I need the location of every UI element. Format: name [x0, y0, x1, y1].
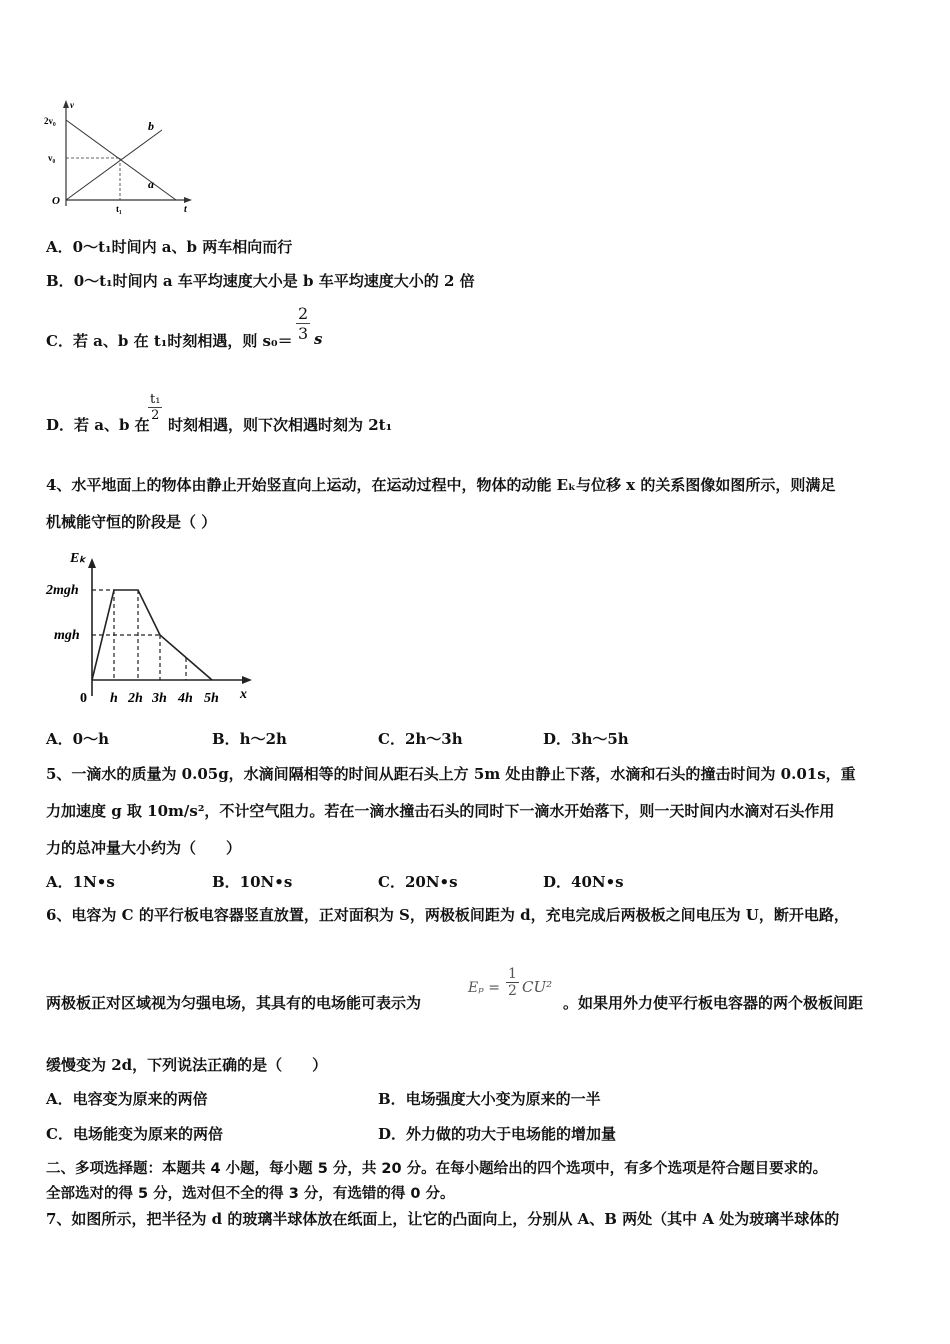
ek-tick-2mgh: 2mgh: [46, 583, 79, 598]
section2-heading-line1: 二、多项选择题：本题共 4 小题，每小题 5 分，共 20 分。在每小题给出的四个选项中，有多个选项是符合题目要求的。: [46, 1161, 828, 1177]
q6-formula-lhs: Eₚ =: [468, 980, 500, 996]
q6-option-b: B．电场强度大小变为原来的一半: [378, 1090, 601, 1108]
q3-option-b-text: 0～t₁时间内 a 车平均速度大小是 b 车平均速度大小的 2 倍: [73, 272, 475, 290]
q5-option-b: B．10N•s: [212, 873, 293, 891]
q6-formula-den: 2: [508, 983, 517, 999]
vt-x-label: t: [184, 204, 187, 215]
ek-tick-2h: 2h: [128, 691, 143, 706]
q3-d-frac-den: 2: [151, 408, 160, 423]
ek-tick-5h: 5h: [204, 691, 219, 706]
q3-option-c-text: 若 a、b 在 t₁时刻相遇，则 s₀＝: [72, 332, 293, 350]
q3-option-a-letter: A．: [46, 238, 73, 256]
vt-tick-2v0: 2v₀: [44, 116, 56, 126]
q3-option-d: [46, 414, 150, 435]
q3-c-tail: s: [314, 330, 323, 348]
q3-c-frac-num: 2: [298, 304, 309, 323]
ek-tick-mgh: mgh: [54, 628, 80, 643]
q3-option-d-text: 若 a、b 在: [74, 416, 150, 434]
ek-tick-h: h: [110, 691, 118, 706]
q6-formula-fraction: [506, 966, 519, 999]
vt-label-a: a: [148, 177, 154, 191]
q5-option-a: A．1N•s: [46, 873, 115, 891]
q6-stem-line2-post: 。如果用外力使平行板电容器的两个极板间距: [563, 994, 864, 1012]
q3-option-c-letter: C．: [46, 332, 73, 350]
q4-stem-line2: 机械能守恒的阶段是（ ）: [46, 513, 217, 531]
q4-stem-line1: 4、水平地面上的物体由静止开始竖直向上运动，在运动过程中，物体的动能 Eₖ与位移 x 的关系图像如图所示，则满足: [46, 476, 836, 494]
ek-graph: [40, 544, 260, 712]
ek-y-arrow: [88, 558, 96, 568]
q3-option-c: [46, 330, 293, 351]
ek-x-arrow: [242, 676, 252, 684]
q6-stem-line1: 6、电容为 C 的平行板电容器竖直放置，正对面积为 S，两极板间距为 d，充电完成后两极板之间电压为 U，断开电路，: [46, 906, 849, 924]
q4-option-a: A．0～h: [46, 730, 109, 748]
q5-option-d: D．40N•s: [543, 873, 624, 891]
q3-option-d-letter: D．: [46, 416, 75, 434]
vt-tick-v0: v₀: [48, 153, 56, 163]
q6-formula-num: 1: [508, 966, 517, 982]
q5-stem-line1: 5、一滴水的质量为 0.05g，水滴间隔相等的时间从距石头上方 5m 处由静止下落，水滴和石头的撞击时间为 0.01s，重: [46, 765, 856, 783]
q6-option-c: C．电场能变为原来的两倍: [46, 1125, 223, 1143]
q3-option-b: [46, 270, 475, 291]
q3-d-frac-num: t₁: [150, 392, 161, 407]
q5-stem-line2: 力加速度 g 取 10m/s²，不计空气阻力。若在一滴水撞击石头的同时下一滴水开始落下，则一天时间内水滴对石头作用: [46, 802, 835, 820]
q7-stem-line1: 7、如图所示，把半径为 d 的玻璃半球体放在纸面上，让它的凸面向上，分别从 A、B 两处（其中 A 处为玻璃半球体的: [46, 1210, 840, 1228]
q4-option-b: B．h～2h: [212, 730, 287, 748]
vt-y-label: v: [70, 100, 74, 110]
ek-tick-3h: 3h: [152, 691, 167, 706]
q3-option-a: [46, 236, 292, 257]
q3-c-frac-den: 3: [298, 324, 309, 343]
q6-option-a: A．电容变为原来的两倍: [46, 1090, 208, 1108]
ek-tick-0: 0: [80, 691, 87, 706]
ek-y-label: Eₖ: [70, 551, 86, 566]
q3-d-tail: 时刻相遇，则下次相遇时刻为 2t₁: [168, 416, 393, 434]
q6-stem-line2-pre: 两极板正对区域视为匀强电场，其具有的电场能可表示为: [46, 994, 422, 1012]
vt-y-arrow: [63, 100, 69, 108]
vt-graph: [38, 96, 198, 216]
q3-option-b-letter: B．: [46, 272, 74, 290]
q4-option-c: C．2h～3h: [378, 730, 463, 748]
vt-x-arrow: [184, 197, 192, 203]
section2-heading-line2: 全部选对的得 5 分，选对但不全的得 3 分，有选错的得 0 分。: [46, 1186, 455, 1202]
vt-tick-t1: t₁: [116, 204, 122, 214]
q5-stem-line3: 力的总冲量大小约为（ ）: [46, 839, 242, 857]
ek-tick-4h: 4h: [178, 691, 193, 706]
vt-origin: O: [52, 195, 60, 207]
q6-formula-rhs: CU²: [522, 978, 553, 996]
vt-label-b: b: [148, 119, 154, 133]
q3-c-fraction: [296, 304, 310, 343]
q6-stem-line3: 缓慢变为 2d，下列说法正确的是（ ）: [46, 1056, 328, 1074]
q6-option-d: D．外力做的功大于电场能的增加量: [378, 1125, 617, 1143]
ek-x-label: x: [240, 687, 247, 702]
q4-option-d: D．3h～5h: [543, 730, 629, 748]
q3-option-a-text: 0～t₁时间内 a、b 两车相向而行: [72, 238, 293, 256]
q3-d-fraction: [148, 392, 162, 423]
q5-option-c: C．20N•s: [378, 873, 458, 891]
